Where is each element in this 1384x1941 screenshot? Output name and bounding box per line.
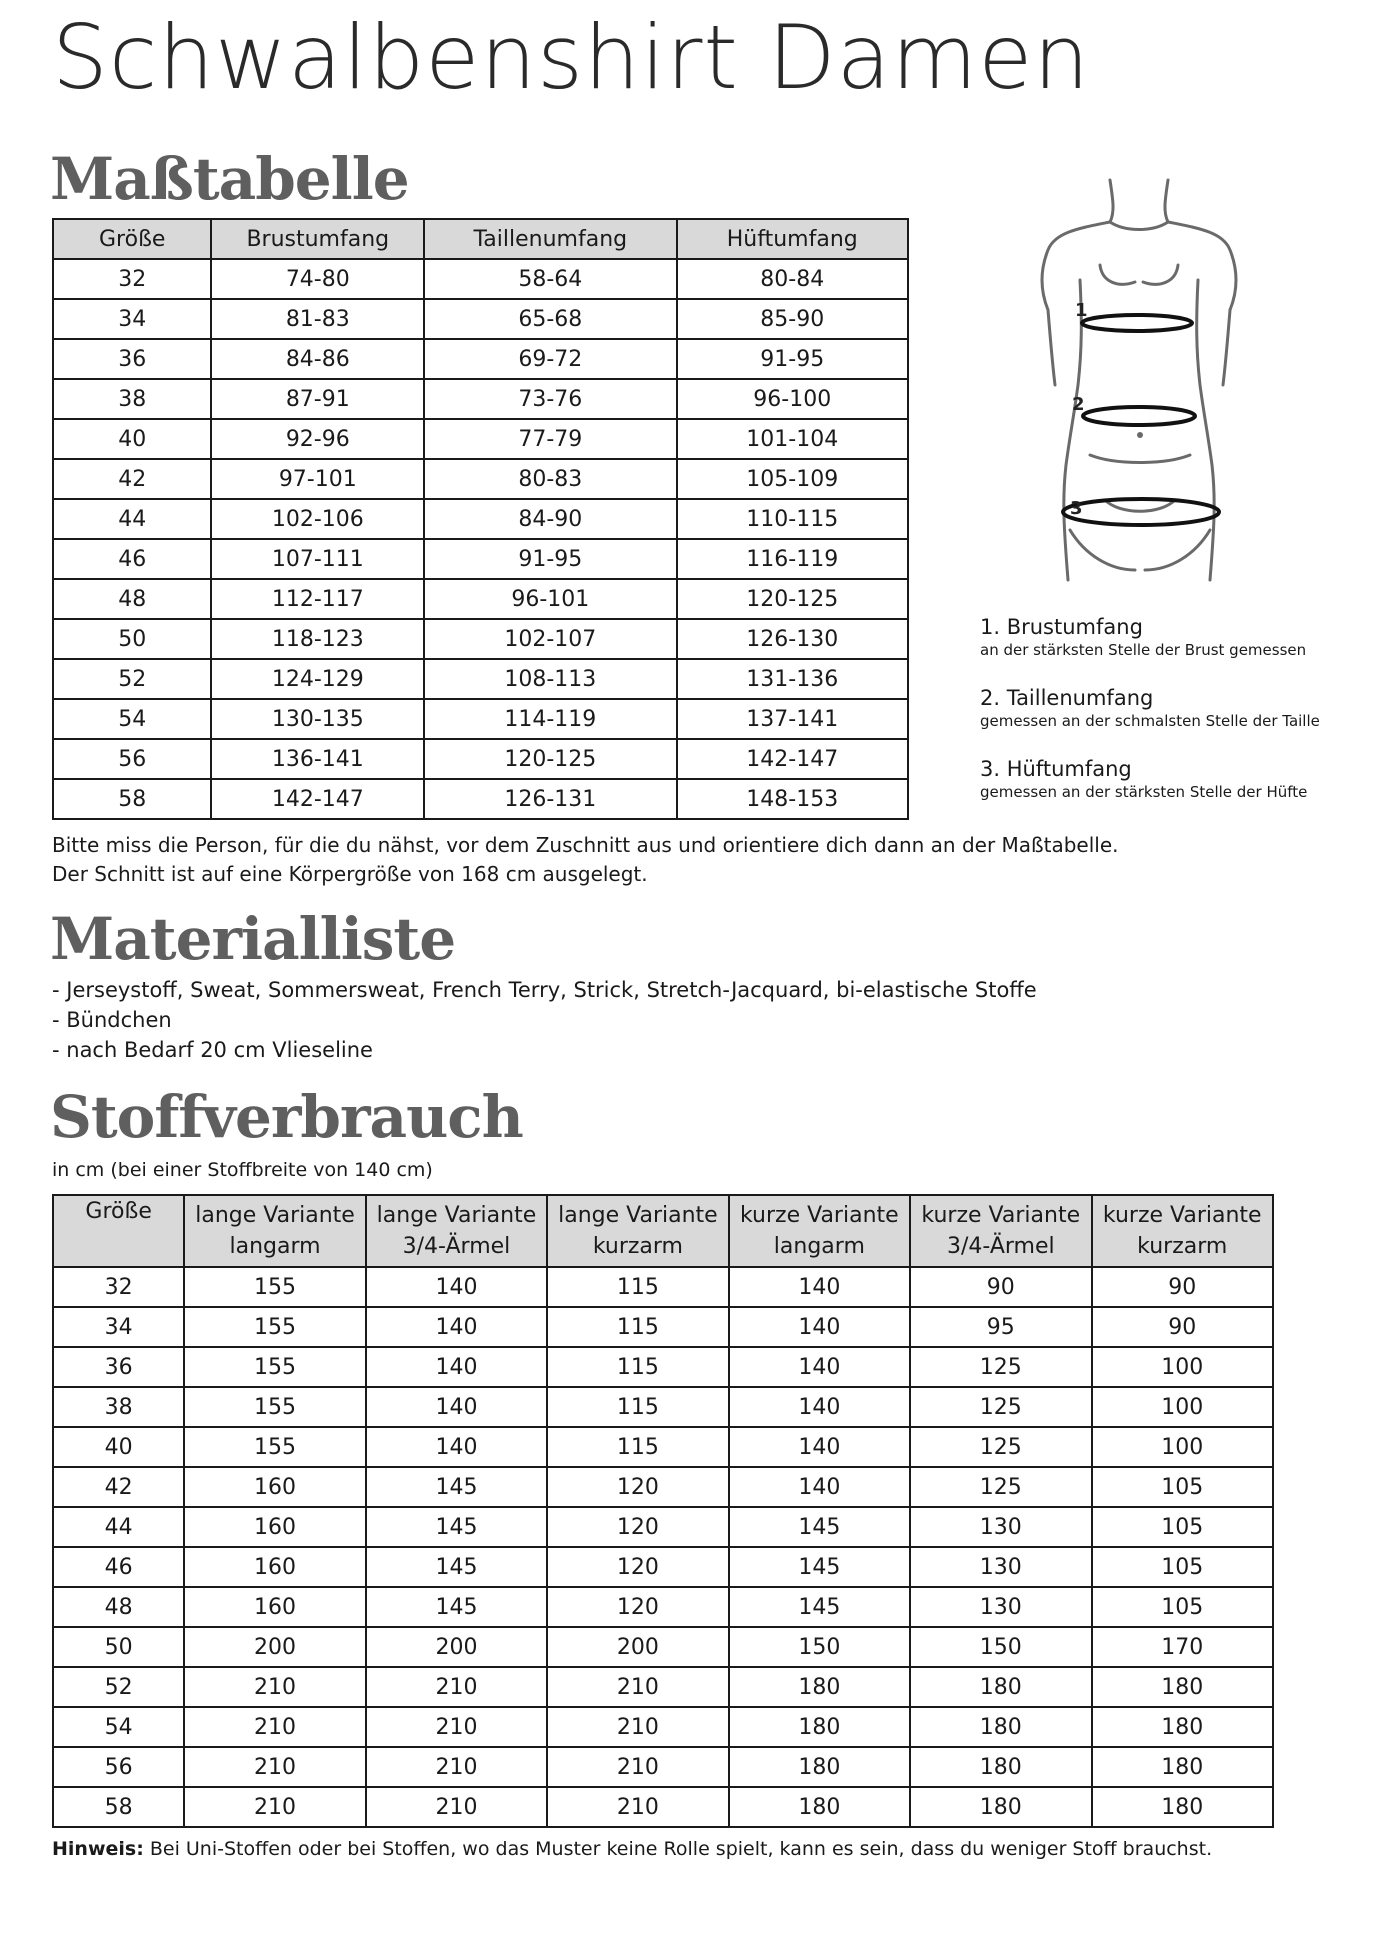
fabric-usage-cell: 34: [53, 1307, 184, 1347]
material-item: - Jerseystoff, Sweat, Sommersweat, French Terry, Strick, Stretch-Jacquard, bi-elastische Stoffe: [52, 978, 1037, 1002]
fabric-usage-cell: 90: [910, 1267, 1091, 1307]
column-header: [53, 1195, 184, 1267]
fabric-usage-cell: 44: [53, 1507, 184, 1547]
column-header-line: kurzarm: [592, 1234, 683, 1259]
size-chart-cell: 120-125: [677, 579, 908, 619]
size-chart-cell: 116-119: [677, 539, 908, 579]
size-chart-row: [53, 699, 908, 739]
legend-title: 1. Brustumfang: [980, 615, 1143, 639]
column-header: [547, 1195, 728, 1267]
fabric-usage-cell: 145: [729, 1507, 910, 1547]
size-chart-cell: 44: [53, 499, 211, 539]
column-header: Hüftumfang: [677, 219, 908, 259]
fabric-usage-cell: 115: [547, 1267, 728, 1307]
size-chart-row: [53, 339, 908, 379]
fabric-usage-row: [53, 1667, 1273, 1707]
legend-hip: [980, 756, 1370, 802]
waist-measure-line: [1083, 407, 1195, 425]
fabric-usage-row: [53, 1427, 1273, 1467]
fabric-usage-cell: 140: [729, 1467, 910, 1507]
fabric-usage-cell: 32: [53, 1267, 184, 1307]
fabric-usage-cell: 125: [910, 1347, 1091, 1387]
column-header-line: lange Variante: [376, 1203, 537, 1228]
fabric-usage-cell: 145: [366, 1507, 547, 1547]
fabric-usage-cell: 180: [1092, 1787, 1274, 1827]
size-chart-cell: 142-147: [677, 739, 908, 779]
size-chart-cell: 110-115: [677, 499, 908, 539]
size-chart-cell: 74-80: [211, 259, 424, 299]
fabric-usage-cell: 140: [729, 1347, 910, 1387]
fabric-usage-cell: 42: [53, 1467, 184, 1507]
size-chart-header-row: [53, 219, 908, 259]
fabric-usage-cell: 210: [547, 1747, 728, 1787]
size-chart-cell: 130-135: [211, 699, 424, 739]
fabric-usage-row: [53, 1787, 1273, 1827]
size-chart-row: [53, 739, 908, 779]
neck-left-outline: [1110, 180, 1113, 222]
fabric-usage-cell: 38: [53, 1387, 184, 1427]
fabric-usage-cell: 150: [729, 1627, 910, 1667]
material-list: [52, 975, 1037, 1065]
fabric-usage-cell: 140: [366, 1387, 547, 1427]
hint-note: [52, 1835, 1212, 1864]
fabric-usage-heading: Stoffverbrauch: [50, 1083, 523, 1151]
size-chart-cell: 97-101: [211, 459, 424, 499]
fabric-usage-cell: 140: [729, 1307, 910, 1347]
column-header-line: 3/4-Ärmel: [946, 1234, 1055, 1259]
fabric-usage-cell: 46: [53, 1547, 184, 1587]
legend-subtitle: gemessen an der schmalsten Stelle der Taille: [980, 712, 1320, 730]
fabric-usage-cell: 130: [910, 1547, 1091, 1587]
size-chart-table: [52, 218, 909, 820]
fabric-usage-cell: 100: [1092, 1427, 1274, 1467]
column-header-line: kurze Variante: [1102, 1203, 1262, 1228]
column-header: [366, 1195, 547, 1267]
fabric-usage-row: [53, 1707, 1273, 1747]
fabric-usage-cell: 56: [53, 1747, 184, 1787]
material-item: - nach Bedarf 20 cm Vlieseline: [52, 1038, 373, 1062]
legend-subtitle: gemessen an der stärksten Stelle der Hüfte: [980, 783, 1308, 801]
fabric-usage-row: [53, 1507, 1273, 1547]
column-header-line: Größe: [85, 1199, 152, 1224]
size-chart-cell: 120-125: [424, 739, 676, 779]
fabric-usage-row: [53, 1387, 1273, 1427]
measurement-note-line: Bitte miss die Person, für die du nähst, vor dem Zuschnitt aus und orientiere dich dann an der Maßtabelle.: [52, 833, 1119, 857]
size-chart-cell: 58: [53, 779, 211, 819]
fabric-usage-table: [52, 1194, 1274, 1828]
fabric-usage-cell: 115: [547, 1347, 728, 1387]
fabric-usage-cell: 95: [910, 1307, 1091, 1347]
size-chart-cell: 112-117: [211, 579, 424, 619]
size-chart-cell: 46: [53, 539, 211, 579]
fabric-usage-cell: 180: [1092, 1667, 1274, 1707]
hip-line-outline: [1090, 455, 1190, 463]
fabric-usage-cell: 155: [184, 1427, 365, 1467]
column-header-line: kurzarm: [1137, 1234, 1228, 1259]
fabric-usage-cell: 48: [53, 1587, 184, 1627]
material-item: - Bündchen: [52, 1008, 172, 1032]
fabric-usage-row: [53, 1267, 1273, 1307]
size-chart-cell: 85-90: [677, 299, 908, 339]
size-chart-row: [53, 499, 908, 539]
fabric-usage-cell: 210: [184, 1747, 365, 1787]
fabric-usage-cell: 120: [547, 1507, 728, 1547]
fabric-usage-cell: 120: [547, 1587, 728, 1627]
fabric-usage-cell: 50: [53, 1627, 184, 1667]
left-arm-outline: [1048, 310, 1055, 385]
size-chart-cell: 81-83: [211, 299, 424, 339]
size-chart-row: [53, 459, 908, 499]
fabric-usage-cell: 145: [366, 1587, 547, 1627]
size-chart-cell: 84-90: [424, 499, 676, 539]
bust-outline: [1100, 265, 1178, 284]
size-chart-cell: 137-141: [677, 699, 908, 739]
size-chart-cell: 126-131: [424, 779, 676, 819]
fabric-usage-cell: 155: [184, 1387, 365, 1427]
column-header-line: 3/4-Ärmel: [402, 1234, 511, 1259]
fabric-usage-row: [53, 1347, 1273, 1387]
size-chart-cell: 148-153: [677, 779, 908, 819]
size-chart-cell: 101-104: [677, 419, 908, 459]
fabric-usage-cell: 105: [1092, 1507, 1274, 1547]
size-chart-cell: 80-83: [424, 459, 676, 499]
size-chart-cell: 34: [53, 299, 211, 339]
fabric-usage-cell: 210: [366, 1747, 547, 1787]
fabric-usage-cell: 130: [910, 1587, 1091, 1627]
right-arm-outline: [1223, 310, 1230, 385]
fabric-usage-cell: 54: [53, 1707, 184, 1747]
fabric-usage-cell: 180: [910, 1707, 1091, 1747]
fabric-usage-cell: 170: [1092, 1627, 1274, 1667]
size-chart-row: [53, 659, 908, 699]
fabric-usage-cell: 155: [184, 1307, 365, 1347]
fabric-usage-cell: 180: [729, 1707, 910, 1747]
column-header: [910, 1195, 1091, 1267]
legend-subtitle: an der stärksten Stelle der Brust gemessen: [980, 641, 1307, 659]
fabric-usage-cell: 210: [547, 1787, 728, 1827]
fabric-usage-row: [53, 1627, 1273, 1667]
page-title: Schwalbenshirt Damen: [52, 6, 1091, 109]
fabric-usage-cell: 105: [1092, 1467, 1274, 1507]
fabric-usage-cell: 125: [910, 1467, 1091, 1507]
column-header-line: langarm: [229, 1234, 321, 1259]
fabric-usage-cell: 58: [53, 1787, 184, 1827]
size-chart-cell: 65-68: [424, 299, 676, 339]
marker-3: 3: [1070, 498, 1083, 519]
legend-bust: [980, 614, 1370, 660]
size-chart-cell: 126-130: [677, 619, 908, 659]
fabric-usage-cell: 115: [547, 1387, 728, 1427]
size-chart-cell: 107-111: [211, 539, 424, 579]
fabric-usage-cell: 160: [184, 1467, 365, 1507]
fabric-usage-cell: 140: [366, 1427, 547, 1467]
fabric-usage-cell: 36: [53, 1347, 184, 1387]
column-header: Größe: [53, 219, 211, 259]
collar-outline: [1110, 222, 1168, 230]
fabric-usage-cell: 160: [184, 1547, 365, 1587]
size-chart-cell: 36: [53, 339, 211, 379]
fabric-usage-cell: 155: [184, 1267, 365, 1307]
column-header-line: lange Variante: [558, 1203, 718, 1228]
size-chart-cell: 114-119: [424, 699, 676, 739]
fabric-usage-cell: 90: [1092, 1267, 1274, 1307]
size-chart-cell: 91-95: [677, 339, 908, 379]
legend-title: 3. Hüftumfang: [980, 757, 1132, 781]
fabric-usage-cell: 210: [366, 1707, 547, 1747]
fabric-usage-cell: 210: [547, 1707, 728, 1747]
fabric-usage-cell: 140: [729, 1387, 910, 1427]
size-chart-row: [53, 779, 908, 819]
fabric-usage-cell: 180: [910, 1787, 1091, 1827]
fabric-usage-cell: 90: [1092, 1307, 1274, 1347]
size-chart-cell: 73-76: [424, 379, 676, 419]
navel-dot: [1137, 432, 1143, 438]
fabric-usage-cell: 125: [910, 1387, 1091, 1427]
size-chart-cell: 108-113: [424, 659, 676, 699]
size-chart-row: [53, 259, 908, 299]
fabric-usage-cell: 200: [366, 1627, 547, 1667]
fabric-usage-cell: 180: [910, 1747, 1091, 1787]
column-header: Brustumfang: [211, 219, 424, 259]
size-chart-cell: 84-86: [211, 339, 424, 379]
size-chart-cell: 136-141: [211, 739, 424, 779]
measurement-note: [52, 831, 1119, 889]
fabric-usage-cell: 150: [910, 1627, 1091, 1667]
fabric-usage-cell: 100: [1092, 1387, 1274, 1427]
fabric-usage-cell: 180: [1092, 1707, 1274, 1747]
size-chart-row: [53, 619, 908, 659]
size-chart-row: [53, 539, 908, 579]
size-chart-cell: 69-72: [424, 339, 676, 379]
fabric-usage-cell: 210: [366, 1787, 547, 1827]
fabric-usage-cell: 145: [366, 1547, 547, 1587]
fabric-usage-header-row: [53, 1195, 1273, 1267]
fabric-usage-cell: 140: [366, 1347, 547, 1387]
size-chart-cell: 56: [53, 739, 211, 779]
size-chart-cell: 131-136: [677, 659, 908, 699]
fabric-usage-cell: 140: [366, 1307, 547, 1347]
fabric-usage-cell: 140: [729, 1427, 910, 1467]
neck-right-outline: [1165, 180, 1168, 222]
fabric-usage-cell: 210: [184, 1787, 365, 1827]
size-chart-cell: 42: [53, 459, 211, 499]
size-chart-cell: 87-91: [211, 379, 424, 419]
fabric-usage-cell: 105: [1092, 1547, 1274, 1587]
size-chart-row: [53, 379, 908, 419]
marker-2: 2: [1072, 394, 1085, 415]
fabric-usage-cell: 115: [547, 1427, 728, 1467]
size-chart-cell: 124-129: [211, 659, 424, 699]
leg-outline: [1070, 500, 1210, 570]
column-header-line: langarm: [773, 1234, 865, 1259]
fabric-usage-cell: 180: [729, 1747, 910, 1787]
column-header: Taillenumfang: [424, 219, 676, 259]
hint-text: Bei Uni-Stoffen oder bei Stoffen, wo das Muster keine Rolle spielt, kann es sein, dass du weniger Stoff brauchst.: [143, 1838, 1213, 1860]
fabric-usage-cell: 180: [1092, 1747, 1274, 1787]
fabric-usage-cell: 145: [729, 1587, 910, 1627]
size-chart-cell: 50: [53, 619, 211, 659]
size-chart-row: [53, 579, 908, 619]
size-chart-cell: 96-100: [677, 379, 908, 419]
size-chart-cell: 52: [53, 659, 211, 699]
fabric-usage-cell: 130: [910, 1507, 1091, 1547]
size-chart-cell: 80-84: [677, 259, 908, 299]
body-measurement-figure: [1010, 170, 1260, 600]
column-header: [184, 1195, 365, 1267]
fabric-usage-cell: 100: [1092, 1347, 1274, 1387]
measurement-note-line: Der Schnitt ist auf eine Körpergröße von 168 cm ausgelegt.: [52, 862, 648, 886]
size-chart-cell: 92-96: [211, 419, 424, 459]
fabric-usage-cell: 40: [53, 1427, 184, 1467]
fabric-usage-cell: 145: [729, 1547, 910, 1587]
size-chart-cell: 38: [53, 379, 211, 419]
size-chart-cell: 118-123: [211, 619, 424, 659]
fabric-usage-cell: 180: [729, 1667, 910, 1707]
fabric-usage-row: [53, 1547, 1273, 1587]
legend-title: 2. Taillenumfang: [980, 686, 1154, 710]
fabric-usage-cell: 210: [184, 1707, 365, 1747]
fabric-usage-row: [53, 1747, 1273, 1787]
marker-1: 1: [1075, 300, 1088, 321]
fabric-usage-cell: 210: [547, 1667, 728, 1707]
size-chart-row: [53, 299, 908, 339]
fabric-usage-cell: 200: [547, 1627, 728, 1667]
column-header-line: lange Variante: [195, 1203, 355, 1228]
size-chart-cell: 96-101: [424, 579, 676, 619]
fabric-usage-cell: 120: [547, 1467, 728, 1507]
column-header: [729, 1195, 910, 1267]
fabric-usage-cell: 210: [366, 1667, 547, 1707]
fabric-usage-cell: 140: [729, 1267, 910, 1307]
size-chart-cell: 102-107: [424, 619, 676, 659]
fabric-usage-row: [53, 1587, 1273, 1627]
material-list-heading: Materialliste: [50, 905, 456, 973]
fabric-usage-cell: 200: [184, 1627, 365, 1667]
size-chart-heading: Maßtabelle: [50, 145, 409, 213]
legend-waist: [980, 685, 1370, 731]
size-chart-cell: 58-64: [424, 259, 676, 299]
fabric-usage-cell: 125: [910, 1427, 1091, 1467]
fabric-usage-cell: 180: [729, 1787, 910, 1827]
fabric-usage-row: [53, 1307, 1273, 1347]
fabric-usage-cell: 115: [547, 1307, 728, 1347]
fabric-usage-cell: 180: [910, 1667, 1091, 1707]
size-chart-cell: 40: [53, 419, 211, 459]
column-header-line: kurze Variante: [739, 1203, 899, 1228]
fabric-usage-cell: 160: [184, 1507, 365, 1547]
size-chart-cell: 142-147: [211, 779, 424, 819]
fabric-usage-cell: 105: [1092, 1587, 1274, 1627]
size-chart-cell: 105-109: [677, 459, 908, 499]
size-chart-row: [53, 419, 908, 459]
fabric-usage-cell: 120: [547, 1547, 728, 1587]
hint-label: Hinweis:: [52, 1838, 144, 1860]
bust-measure-line: [1082, 315, 1192, 331]
fabric-usage-row: [53, 1467, 1273, 1507]
column-header-line: kurze Variante: [921, 1203, 1081, 1228]
size-chart-cell: 54: [53, 699, 211, 739]
size-chart-cell: 102-106: [211, 499, 424, 539]
column-header: [1092, 1195, 1274, 1267]
fabric-usage-subtitle: in cm (bei einer Stoffbreite von 140 cm): [52, 1159, 433, 1181]
size-chart-cell: 91-95: [424, 539, 676, 579]
size-chart-cell: 77-79: [424, 419, 676, 459]
fabric-usage-cell: 140: [366, 1267, 547, 1307]
fabric-usage-cell: 52: [53, 1667, 184, 1707]
fabric-usage-cell: 145: [366, 1467, 547, 1507]
fabric-usage-cell: 155: [184, 1347, 365, 1387]
fabric-usage-cell: 210: [184, 1667, 365, 1707]
size-chart-cell: 32: [53, 259, 211, 299]
fabric-usage-cell: 160: [184, 1587, 365, 1627]
size-chart-cell: 48: [53, 579, 211, 619]
